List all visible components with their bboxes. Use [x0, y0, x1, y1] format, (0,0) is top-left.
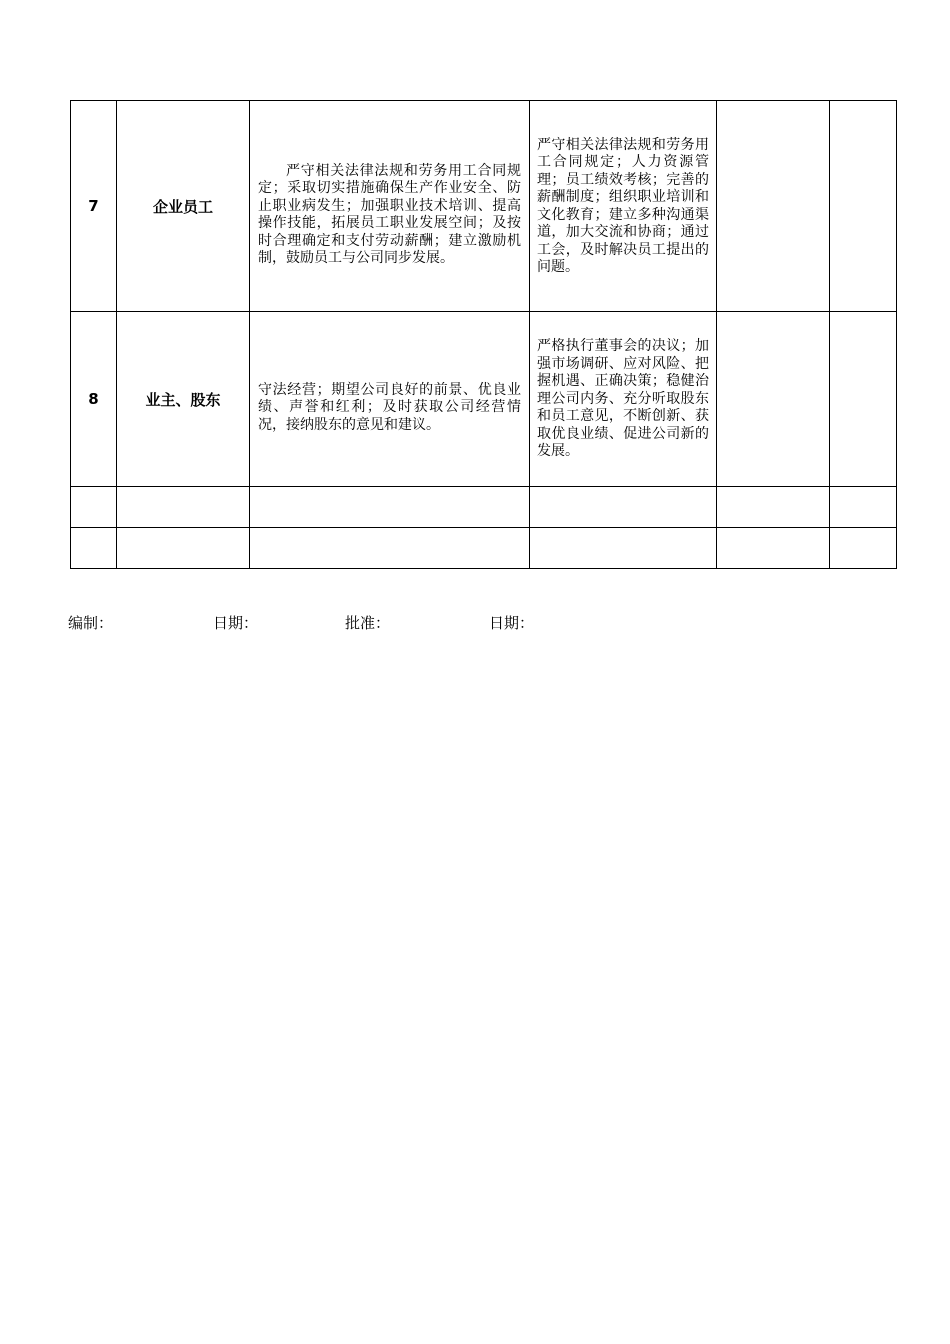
blank-cell [717, 528, 830, 569]
date-label: 日期： [213, 614, 259, 632]
stakeholder-table [70, 100, 897, 569]
expectation-cell [250, 487, 530, 528]
row-number-cell: 8 [71, 312, 117, 487]
measure-text: 严守相关法律法规和劳务用工合同规定；人力资源管理；员工绩效考核；完善的薪酬制度；组织职业培训和文化教育；建立多种沟通渠道，加大交流和协商；通过工会，及时解决员工提出的问题。 [537, 136, 709, 275]
blank-cell [830, 312, 897, 487]
blank-cell [830, 487, 897, 528]
blank-cell [830, 101, 897, 312]
expectation-text: 严守相关法律法规和劳务用工合同规定；采取切实措施确保生产作业安全、防止职业病发生；加强职业技术培训、提高操作技能，拓展员工职业发展空间；及按时合理确定和支付劳动薪酬；建立激励机制，鼓励员工与公司同步发展。 [258, 162, 521, 266]
approved-label: 批准： [345, 614, 391, 632]
compiled-label: 编制： [68, 614, 114, 632]
stakeholder-cell: 业主、股东 [117, 312, 250, 487]
expectation-cell [250, 101, 530, 312]
row-number-cell: 7 [71, 101, 117, 312]
measure-cell [530, 528, 717, 569]
blank-cell [717, 487, 830, 528]
stakeholder-cell [117, 487, 250, 528]
expectation-text: 守法经营；期望公司良好的前景、优良业绩、声誉和红利；及时获取公司经营情况，接纳股东的意见和建议。 [258, 381, 521, 433]
measure-cell [530, 312, 717, 487]
table-row [71, 528, 897, 569]
table-row [71, 101, 897, 312]
measure-text: 严格执行董事会的决议；加强市场调研、应对风险、把握机遇、正确决策；稳健治理公司内务、充分听取股东和员工意见，不断创新、获取优良业绩、促进公司新的发展。 [537, 338, 709, 460]
blank-cell [830, 528, 897, 569]
stakeholder-cell: 企业员工 [117, 101, 250, 312]
blank-cell [717, 101, 830, 312]
expectation-cell [250, 312, 530, 487]
table-row [71, 312, 897, 487]
row-number-cell [71, 528, 117, 569]
measure-cell [530, 101, 717, 312]
row-number-cell [71, 487, 117, 528]
expectation-cell [250, 528, 530, 569]
blank-cell [717, 312, 830, 487]
stakeholder-cell [117, 528, 250, 569]
measure-cell [530, 487, 717, 528]
date-label: 日期： [489, 614, 535, 632]
table-row [71, 487, 897, 528]
